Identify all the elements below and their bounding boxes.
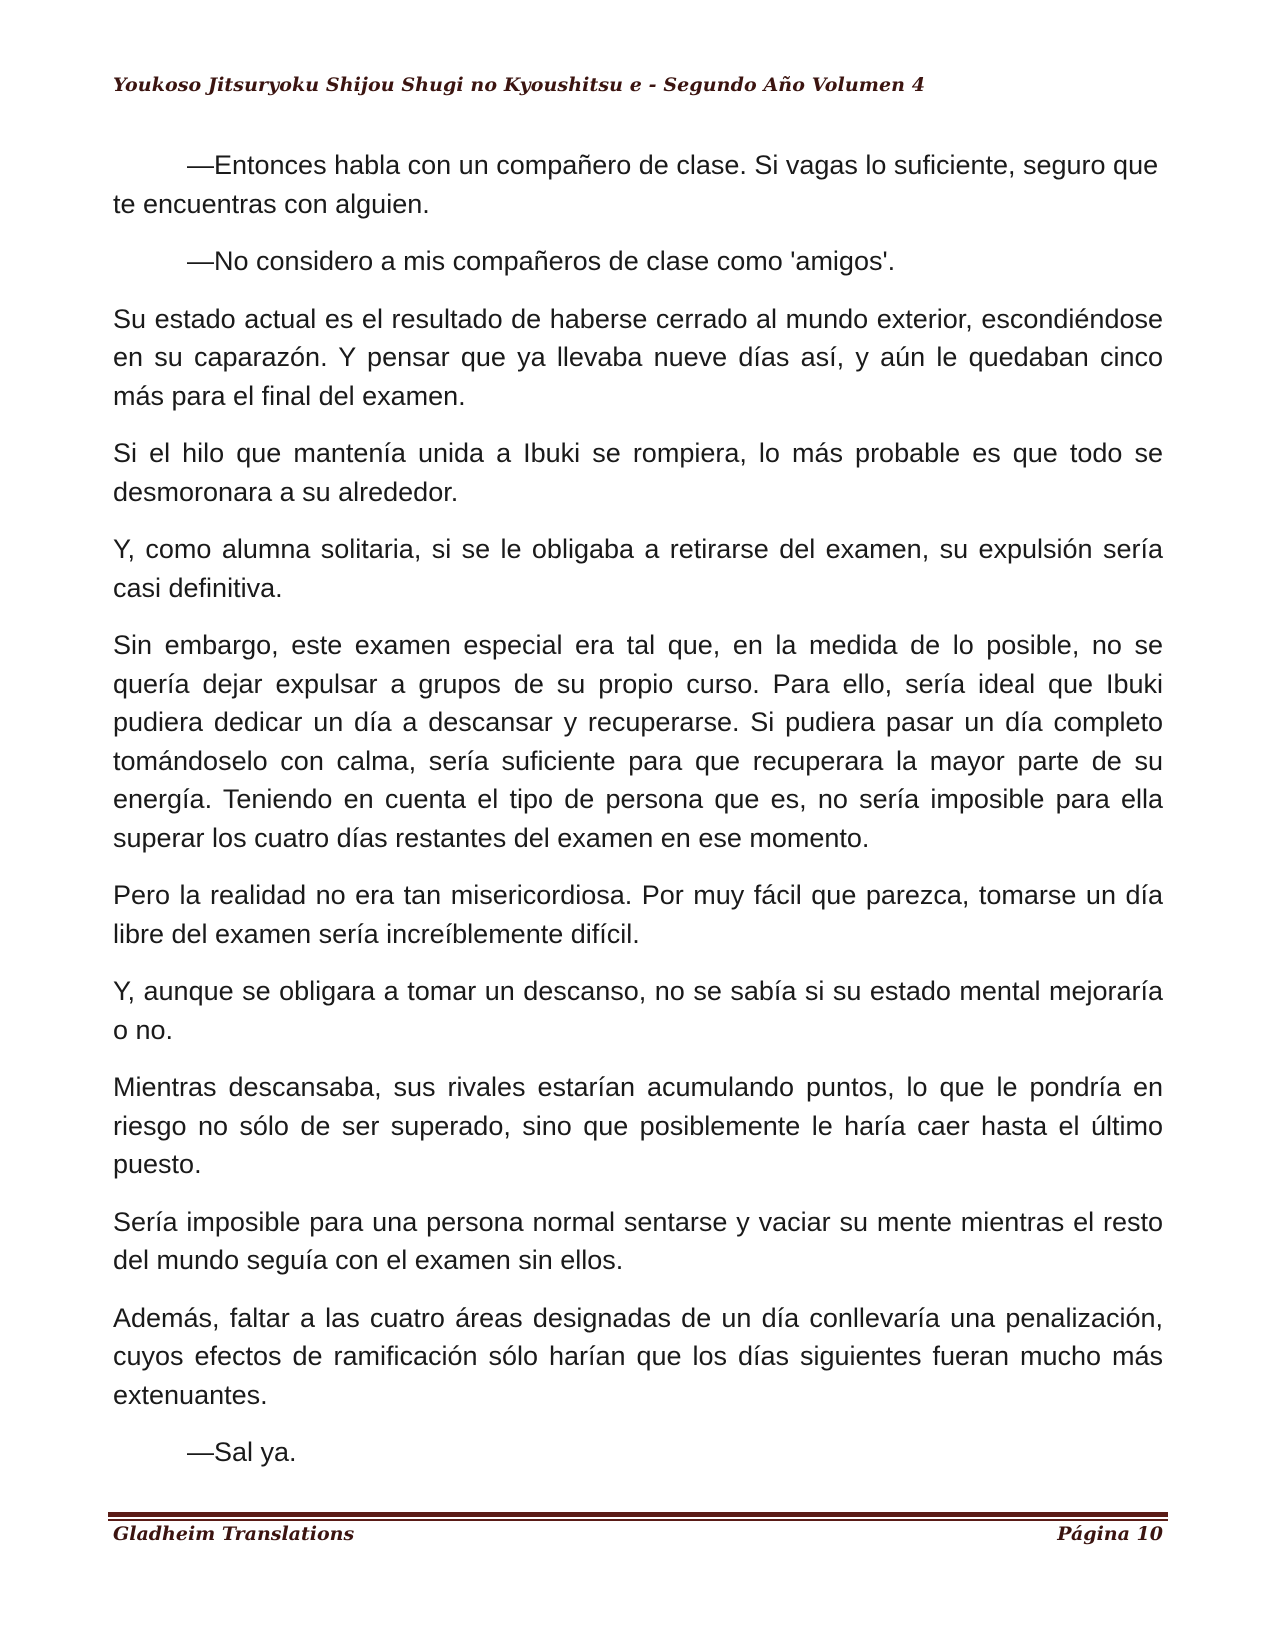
paragraph: Pero la realidad no era tan misericordiosa. Por muy fácil que parezca, tomarse un día libre del examen sería increíblemente difícil. [113,880,1163,949]
paragraph: Y, como alumna solitaria, si se le obligaba a retirarse del examen, su expulsión sería casi definitiva. [113,534,1163,603]
paragraph-dialogue: —Entonces habla con un compañero de clase. Si vagas lo suficiente, seguro que te encuentras con alguien. [113,150,1159,219]
paragraph-dialogue: —No considero a mis compañeros de clase como 'amigos'. [187,246,896,276]
paragraph: Su estado actual es el resultado de haberse cerrado al mundo exterior, escondiéndose en su caparazón. Y pensar que ya llevaba nueve días así, y aún le quedaban cinco más para el final del examen. [113,303,1163,411]
paragraph: Si el hilo que mantenía unida a Ibuki se rompiera, lo más probable es que todo se desmoronara a su alrededor. [113,438,1163,507]
running-header: Youkoso Jitsuryoku Shijou Shugi no Kyoushitsu e - Segundo Año Volumen 4 [113,74,926,96]
paragraph: Sin embargo, este examen especial era tal que, en la medida de lo posible, no se quería dejar expulsar a grupos de su propio curso. Para ello, sería ideal que Ibuki pudiera dedicar un día a descansar y recuperarse. Si pudiera pasar un día completo tomándoselo con calma, sería suficiente para que recuperara la mayor parte de su energía. Teniendo en cuenta el tipo de persona que es, no sería imposible para ella superar los cuatro días restantes del examen en ese momento. [113,630,1163,853]
page-number: Página 10 [1057,1523,1163,1545]
paragraph: Mientras descansaba, sus rivales estarían acumulando puntos, lo que le pondría en riesgo no sólo de ser superado, sino que posiblemente le haría caer hasta el último puesto. [113,1072,1163,1179]
body-text [113,146,1163,1491]
paragraph-dialogue: —Sal ya. [187,1437,297,1467]
paragraph: Además, faltar a las cuatro áreas designadas de un día conllevaría una penalización, cuyos efectos de ramificación sólo harían que los días siguientes fueran mucho más extenuantes. [113,1302,1163,1410]
footer-divider [108,1512,1168,1521]
footer-publisher: Gladheim Translations [113,1523,355,1545]
paragraph: Y, aunque se obligara a tomar un descanso, no se sabía si su estado mental mejoraría o no. [113,976,1163,1045]
paragraph: Sería imposible para una persona normal sentarse y vaciar su mente mientras el resto del mundo seguía con el examen sin ellos. [113,1206,1163,1275]
running-footer [113,1523,1163,1545]
